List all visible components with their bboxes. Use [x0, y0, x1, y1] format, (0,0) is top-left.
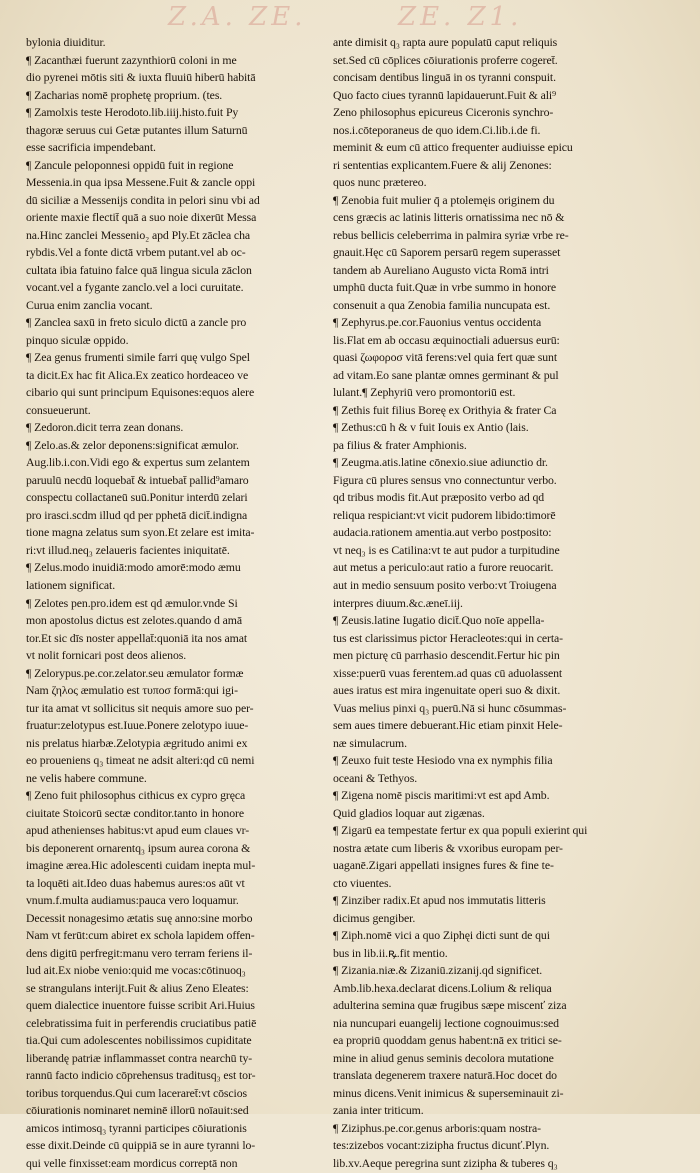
- text-line: ¶ Zelo.as.& zelor deponens:significat æmulor.: [26, 437, 239, 452]
- text-line: Nam ζηλος æmulatio est τυποσ formā:qui igi-: [26, 683, 238, 698]
- text-line: bylonia diuiditur.: [26, 35, 106, 49]
- text-line: vt neq₃ is es Catilina:vt te aut pudor a turpitudine: [333, 542, 560, 557]
- text-line: Nam vt ferūt:cum abiret ex schola lapidem offen-: [26, 928, 255, 943]
- text-line: uaganē.Zigari appellati insignes fures & fine te-: [333, 858, 554, 873]
- text-line: quem dialectice inuentore fuisse scribit Ari.Huius: [26, 998, 255, 1013]
- text-line: pa filius & frater Amphionis.: [333, 437, 467, 452]
- text-line: mon apostolus dictus est zelotes.quando d amā: [26, 613, 242, 628]
- text-line: zania inter triticum.: [333, 1103, 424, 1118]
- text-line: Figura cū plures sensus vno connectuntur verbo.: [333, 472, 557, 487]
- text-line: Decessit nonagesimo ætatis suę anno:sine morbo: [26, 910, 253, 925]
- text-line: ¶ Zea genus frumenti simile farri quę vulgo Spel: [26, 350, 250, 365]
- text-line: set.Sed cū cōplices cōiurationis proferre cogeret̄.: [333, 52, 558, 67]
- text-line: ciuitate Stoicorū sectæ conditor.tanto in honore: [26, 805, 244, 820]
- text-line: imagine ærea.Hic adolescenti cuidam inepta mul-: [26, 858, 256, 873]
- text-line: ea propriū quoddam genus habent:nā ex tritici se-: [333, 1033, 562, 1048]
- text-line: consueuerunt.: [26, 402, 91, 417]
- text-line: Zeno philosophus epicureus Ciceronis synchro-: [333, 105, 554, 120]
- text-line: nis prelatus hiarbæ.Zelotypia ægritudo animi ex: [26, 735, 248, 750]
- text-line: ¶ Zacanthæi fuerunt zazynthiorū coloni in me: [26, 52, 237, 67]
- text-line: ri:vt illud.neq₃ zelaueris facientes iniquitatē.: [26, 542, 230, 557]
- text-line: ne velis habere commune.: [26, 770, 147, 785]
- text-line: aut in medio sensuum posito verbo:vt Troiugena: [333, 577, 557, 592]
- text-line: ¶ Zenobia fuit mulier q̄ a ptolemęis originem du: [333, 192, 555, 207]
- text-line: interpres diuum.&c.æneī.iij.: [333, 595, 463, 610]
- text-line: ¶ Zigarū ea tempestate fertur ex qua populi exierint qui: [333, 823, 588, 838]
- text-line: cultata ibia fatuino falce quā lingua sicula zāclon: [26, 262, 252, 277]
- text-line: dens digitū perfregit:manu vero terram feriens il-: [26, 945, 253, 960]
- text-line: ad vitam.Eo sane plantæ omnes germinant & pul: [333, 367, 559, 382]
- text-line: meminit & eum cū attico frequenter audiuisse epicu: [333, 140, 573, 155]
- text-line: ¶ Zinziber radix.Et apud nos immutatis litteris: [333, 893, 546, 908]
- text-line: dū siciliæ a Messenijs condita in pelori sinu vbi ad: [26, 192, 260, 207]
- text-line: consenuit a qua Zenobia familia nuncupata est.: [333, 297, 551, 312]
- text-line: cto viuentes.: [333, 875, 392, 890]
- text-line: audacia.rationem amentia.aut verbo postposito:: [333, 525, 552, 540]
- text-line: ¶ Zephyrus.pe.cor.Fauonius ventus occidenta: [333, 315, 542, 330]
- text-line: thagoræ seruus cui Getæ putantes illum Saturnū: [26, 122, 248, 137]
- header-right-mark: ZE. Z1.: [398, 2, 523, 32]
- text-line: qui velle finxisset:eam mordicus correptā non: [26, 1156, 238, 1170]
- text-line: tia.Qui cum adolescentes nobilissimos cupiditate: [26, 1033, 252, 1048]
- text-line: paruulū necdū loquebat̄ & intuebat̄ pallid⁹amaro: [26, 472, 249, 487]
- text-line: fruatur:zelotypus est.Iuue.Ponere zelotypo iuue-: [26, 718, 249, 733]
- text-line: Quo facto ciues tyrannū lapidauerunt.Fuit & ali⁹: [333, 87, 557, 102]
- text-line: oceani & Tethyos.: [333, 770, 418, 785]
- text-line: gnauit.Hęc cū Saporem persarū regem superasset: [333, 245, 561, 260]
- text-line: liberandę patriæ inflammasset contra nearchū ty-: [26, 1050, 253, 1065]
- text-line: ¶ Zacharias nomē prophetę proprium. (tes.: [26, 87, 223, 102]
- text-line: ta dicit.Ex hac fit Alica.Ex zeatico hordeaceo ve: [26, 367, 249, 382]
- text-line: ri sententias explicantem.Fuere & alij Zenones:: [333, 157, 552, 172]
- text-line: Amb.lib.hexa.declarat dicens.Lolium & reliqua: [333, 980, 552, 995]
- text-line: cōiurationis nominaret neminē illorū noīauit:sed: [26, 1103, 249, 1118]
- text-line: lib.xv.Aeque peregrina sunt zizipha & tuberes q₃: [333, 1156, 558, 1170]
- text-line: ¶ Zethis fuit filius Boreę ex Orithyia & frater Ca: [333, 402, 557, 417]
- text-line: aues iratus est mira ingenuitate operi suo & dixit.: [333, 683, 561, 698]
- text-line: ¶ Zanclea saxū in freto siculo dictū a zancle pro: [26, 315, 247, 330]
- text-line: esse sacrificia impendebant.: [26, 140, 156, 155]
- text-line: tes:zizebos vocant:zizipha fructus dicunť.Plyn.: [333, 1138, 550, 1153]
- text-line: nia nuncupari euangelij lectione cognouimus:sed: [333, 1015, 559, 1030]
- text-line: Messenia.in qua ipsa Messene.Fuit & zancle oppi: [26, 175, 256, 190]
- text-line: pro irasci.scdm illud qd per pphetā dicit̄.indigna: [26, 507, 248, 522]
- text-line: xisse:puerū vuas ferentem.ad quas cū aduolassent: [333, 665, 563, 680]
- text-line: lulant.¶ Zephyriū vero promontoriū est.: [333, 385, 516, 400]
- text-line: translata degenerem traxere naturā.Hoc docet do: [333, 1068, 557, 1083]
- text-line: toribus torquendus.Qui cum laceraret̄:vt cōscios: [26, 1085, 248, 1100]
- text-line: adulterina semina quæ frugibus sæpe miscenť ziza: [333, 998, 567, 1013]
- text-line: ¶ Zeuxo fuit teste Hesiodo vna ex nymphis filia: [333, 753, 553, 768]
- text-line: eo proueniens q₃ timeat ne adsit alteri:qd cū nemi: [26, 753, 255, 768]
- text-line: Curua enim zanclia vocant.: [26, 297, 153, 312]
- text-line: Aug.lib.i.con.Vidi ego & expertus sum zelantem: [26, 455, 250, 470]
- text-line: qd tribus modis fit.Aut præposito verbo ad qd: [333, 490, 545, 505]
- text-line: ¶ Zancule peloponnesi oppidū fuit in regione: [26, 157, 234, 172]
- text-line: ¶ Zedoron.dicit terra zean donans.: [26, 420, 184, 435]
- text-line: rybdis.Vel a fonte dictā vrbem putant.vel ab oc-: [26, 245, 246, 260]
- text-line: ante dimisit q₃ rapta aure populatū caput reliquis: [333, 35, 558, 49]
- text-line: mine in aliud genus seminis decolora mutatione: [333, 1050, 554, 1065]
- text-line: ¶ Zizania.niæ.& Zizaniū.zizanij.qd significet.: [333, 963, 543, 978]
- text-line: bis deponerent ornarentq₃ ipsum aurea corona &: [26, 840, 251, 855]
- text-line: quos nunc prætereo.: [333, 175, 427, 190]
- text-line: næ simulacrum.: [333, 735, 407, 750]
- text-line: nos.i.cōteporaneus de quo idem.Ci.lib.i.de fi.: [333, 122, 541, 137]
- text-line: ¶ Zamolxis teste Herodoto.lib.iiij.histo.fuit Py: [26, 105, 239, 120]
- text-line: Vuas melius pinxi q₃ puerū.Nā si hunc cōsummas-: [333, 700, 567, 715]
- text-line: rannū facto indicio cōprehensus traditusq₃ est tor-: [26, 1068, 256, 1083]
- text-line: men picturę cū parrhasio descendit.Fertur hic pin: [333, 648, 560, 663]
- text-line: Quid gladios loquar aut zigænas.: [333, 805, 485, 820]
- text-line: tandem ab Aureliano Augusto victa Romā intri: [333, 262, 549, 277]
- text-line: ¶ Zelorypus.pe.cor.zelator.seu æmulator formæ: [26, 665, 244, 680]
- text-line: pinquo siculæ oppido.: [26, 332, 129, 347]
- text-line: reliqua respiciant:vt vicit pudorem libido:timorē: [333, 507, 556, 522]
- text-line: aut metus a periculo:aut ratio a furore reuocarit.: [333, 560, 554, 575]
- page-header: [0, 2, 700, 32]
- text-line: tor.Et sic dīs noster appellat̄:quoniā ita nos amat: [26, 630, 248, 645]
- text-line: concisam dentibus linguā in os tyranni conspuit.: [333, 70, 556, 85]
- text-line: ¶ Zeno fuit philosophus cithicus ex cypro gręca: [26, 788, 246, 803]
- text-line: amicos intimosq₃ tyranni participes cōiurationis: [26, 1120, 247, 1135]
- text-line: cens græcis ac latinis litteris ornatissima nec nō &: [333, 210, 565, 225]
- text-line: ¶ Zigena nomē piscis maritimi:vt est apd Amb.: [333, 788, 550, 803]
- text-line: ¶ Zeusis.latine Iugatio dicit̄.Quo noīe appella-: [333, 613, 545, 628]
- text-line: tus est clarissimus pictor Heracleotes:qui in certa-: [333, 630, 564, 645]
- text-line: cibario qui sunt principum Equisones:equos alere: [26, 385, 255, 400]
- text-line: bus in lib.ii.ꝶ.fit mentio.: [333, 945, 448, 960]
- text-line: dio pyrenei mōtis siti & iuxta fluuiū hiberū habitā: [26, 70, 256, 85]
- text-line: lud ait.Ex niobe venio:quid me vocas:cōtinuoq₃: [26, 963, 246, 978]
- text-line: tione magna zelatus sum syon.Et zelare est imita-: [26, 525, 255, 540]
- text-line: vnum.f.multa audiamus:pauca vero loquamur.: [26, 893, 239, 908]
- text-line: ta loquēti ait.Ideo duas habemus aures:os aūt vt: [26, 875, 245, 890]
- left-text-column: [26, 34, 316, 1173]
- text-line: ¶ Zelotes pen.pro.idem est qd æmulor.vnde Si: [26, 595, 238, 610]
- text-line: ¶ Ziph.nomē vici a quo Ziphęi dicti sunt de qui: [333, 928, 550, 943]
- text-line: ¶ Zelus.modo inuidiā:modo amorē:modo æmu: [26, 560, 241, 575]
- text-line: apud athenienses habitus:vt apud eum claues vr-: [26, 823, 250, 838]
- text-line: esse dixit.Deinde cū quippiā se in aure tyranni lo-: [26, 1138, 256, 1153]
- text-line: conspectu collactaneū suū.Ponitur interdū zelari: [26, 490, 248, 505]
- text-line: vt nolit fornicari post deos alienos.: [26, 648, 187, 663]
- text-line: dicimus gengiber.: [333, 910, 416, 925]
- text-line: oriente maxie flectit̄ quā a suo noie dixerūt Messa: [26, 210, 257, 225]
- text-line: umphū ducta fuit.Quæ in vrbe summo in honore: [333, 280, 556, 295]
- text-line: celebratissima fuit in perferendis cruciatibus patiē: [26, 1015, 257, 1030]
- text-line: lis.Flat em ab occasu æquinoctiali aduersus eurū:: [333, 332, 560, 347]
- text-line: nostra ætate cum liberis & vxoribus europam per-: [333, 840, 563, 855]
- right-text-column: [333, 34, 631, 1173]
- text-line: se strangulans interijt.Fuit & alius Zeno Eleates:: [26, 980, 249, 995]
- text-line: ¶ Zeugma.atis.latine cōnexio.siue adiunctio dr.: [333, 455, 548, 470]
- text-line: ¶ Ziziphus.pe.cor.genus arboris:quam nostra-: [333, 1120, 541, 1135]
- text-line: lationem significat.: [26, 577, 116, 592]
- text-line: minus dicens.Venit inimicus & superseminauit zi-: [333, 1085, 564, 1100]
- text-line: na.Hinc zanclei Messenio₂ apd Ply.Et zāclea cha: [26, 227, 251, 242]
- text-line: rebus bellicis celeberrima in palmira syriæ vrbe re-: [333, 227, 569, 242]
- text-line: sem aues timere debuerant.Hic etiam pinxit Hele-: [333, 718, 563, 733]
- text-line: ¶ Zethus:cū h & v fuit Iouis ex Antio (lais.: [333, 420, 529, 435]
- text-line: vocant.vel a fygante zanclo.vel a loci curuitate.: [26, 280, 244, 295]
- text-line: tur ita amat vt sollicitus sit nequis amore suo per-: [26, 700, 254, 715]
- text-line: quasi ζωφοροσ vitā ferens:vel quia fert quæ sunt: [333, 350, 558, 365]
- header-left-mark: Z.A. ZE.: [168, 2, 307, 32]
